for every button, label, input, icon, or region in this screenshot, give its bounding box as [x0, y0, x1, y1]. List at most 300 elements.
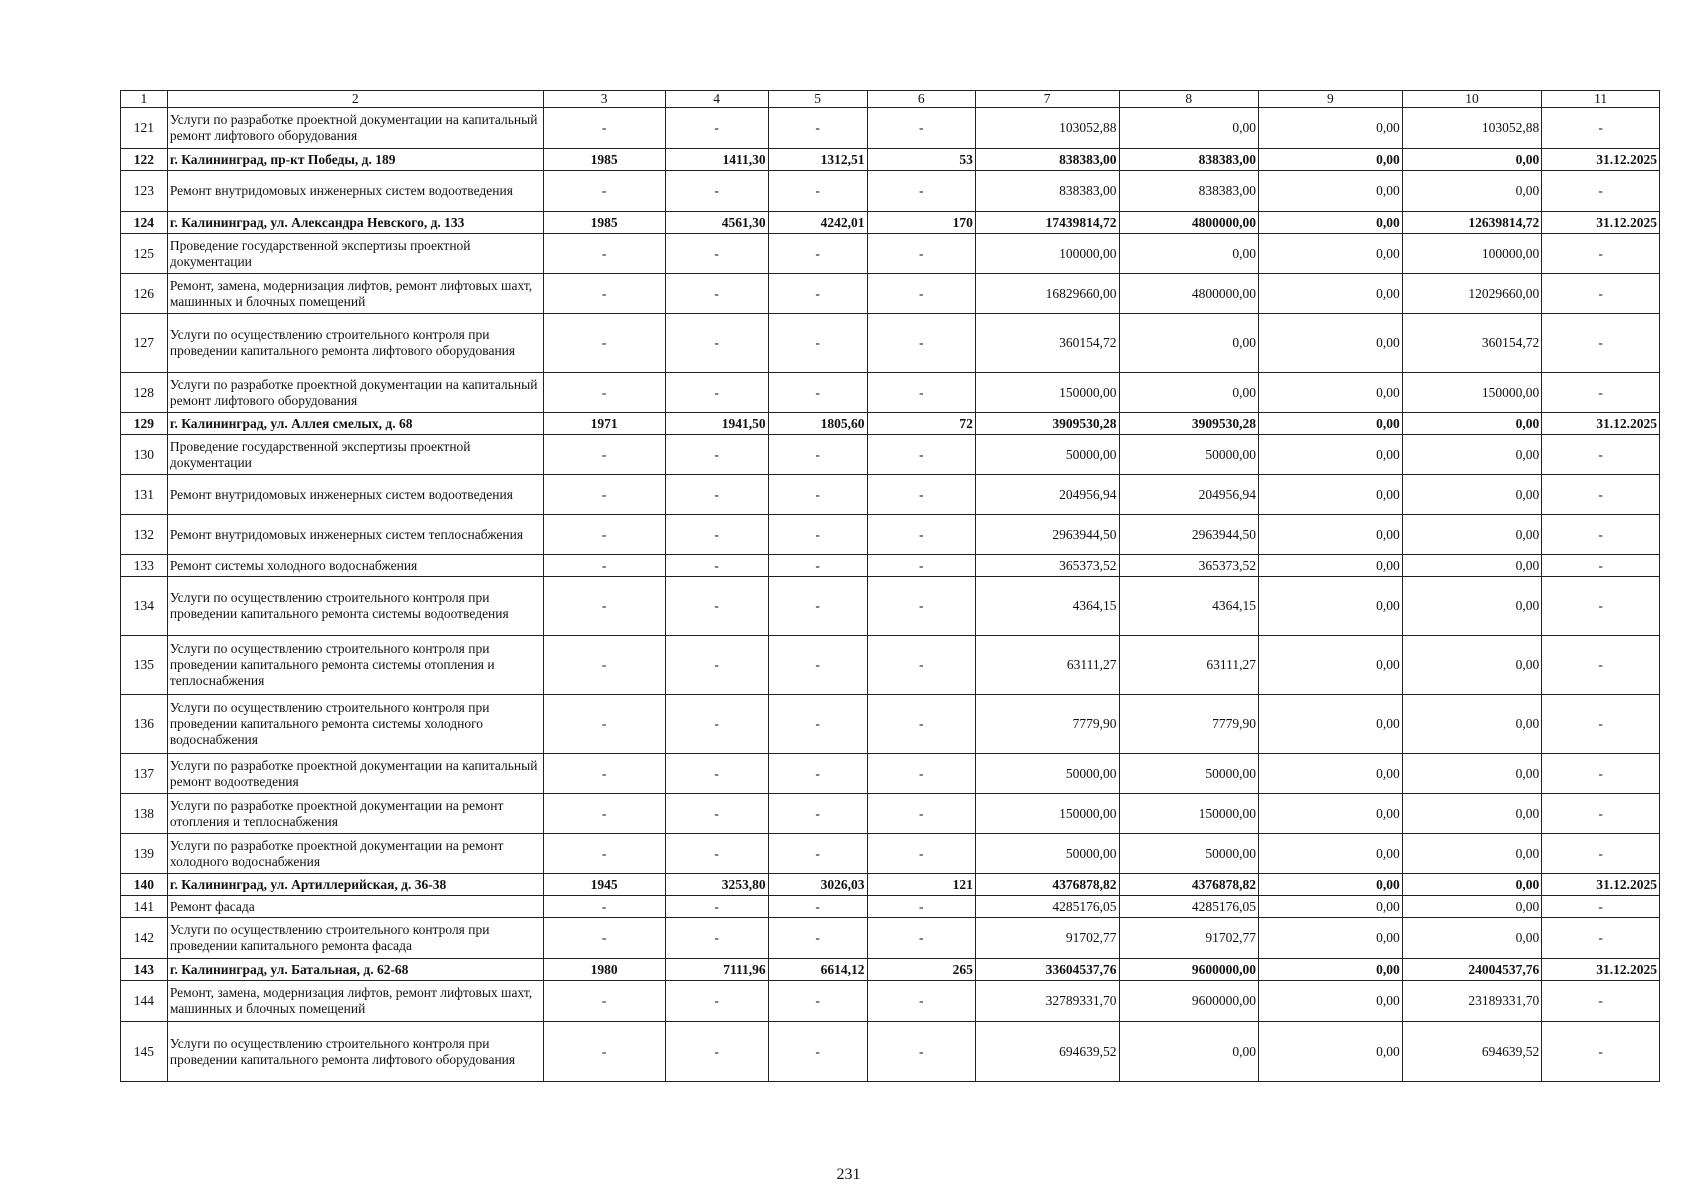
cell-col-7: 150000,00 — [975, 794, 1119, 834]
cell-col-5: 4242,01 — [768, 212, 867, 234]
cell-col-9: 0,00 — [1259, 234, 1403, 274]
cell-col-3: 1985 — [543, 212, 665, 234]
page-number: 231 — [836, 1166, 861, 1183]
row-number-cell: 130 — [121, 435, 168, 475]
cell-col-10: 24004537,76 — [1402, 959, 1542, 981]
cell-col-9: 0,00 — [1259, 636, 1403, 695]
cell-col-8: 0,00 — [1119, 1022, 1259, 1082]
cell-col-8: 0,00 — [1119, 108, 1259, 149]
work-name-cell: г. Калининград, ул. Аллея смелых, д. 68 — [167, 413, 543, 435]
cell-col-5: 1805,60 — [768, 413, 867, 435]
row-number-cell: 140 — [121, 874, 168, 896]
cell-col-11: - — [1542, 1022, 1660, 1082]
cell-col-5: 1312,51 — [768, 149, 867, 171]
work-name-cell: Услуги по осуществлению строительного контроля при проведении капитального ремонта лифтового оборудования — [167, 314, 543, 373]
cell-col-11: - — [1542, 695, 1660, 754]
column-header: 3 — [543, 91, 665, 108]
cell-col-3: - — [543, 834, 665, 874]
cell-col-3: - — [543, 918, 665, 959]
address-row — [121, 959, 1660, 981]
cell-col-9: 0,00 — [1259, 274, 1403, 314]
cell-col-11: 31.12.2025 — [1542, 149, 1660, 171]
cell-col-8: 50000,00 — [1119, 754, 1259, 794]
cell-col-4: - — [665, 515, 768, 555]
cell-col-10: 0,00 — [1402, 695, 1542, 754]
cell-col-10: 0,00 — [1402, 636, 1542, 695]
cell-col-9: 0,00 — [1259, 435, 1403, 475]
work-item-row — [121, 896, 1660, 918]
cell-col-7: 103052,88 — [975, 108, 1119, 149]
cell-col-10: 0,00 — [1402, 413, 1542, 435]
cell-col-3: - — [543, 171, 665, 212]
cell-col-6: 170 — [867, 212, 975, 234]
cell-col-5: - — [768, 171, 867, 212]
cell-col-9: 0,00 — [1259, 981, 1403, 1022]
row-number-cell: 124 — [121, 212, 168, 234]
cell-col-4: - — [665, 555, 768, 577]
cell-col-9: 0,00 — [1259, 108, 1403, 149]
cell-col-5: 3026,03 — [768, 874, 867, 896]
cell-col-7: 50000,00 — [975, 435, 1119, 475]
cell-col-7: 838383,00 — [975, 171, 1119, 212]
work-name-cell: Услуги по осуществлению строительного контроля при проведении капитального ремонта системы водоотведения — [167, 577, 543, 636]
work-name-cell: Ремонт внутридомовых инженерных систем теплоснабжения — [167, 515, 543, 555]
work-name-cell: Услуги по осуществлению строительного контроля при проведении капитального ремонта лифтового оборудования — [167, 1022, 543, 1082]
cell-col-11: - — [1542, 373, 1660, 413]
cell-col-8: 4285176,05 — [1119, 896, 1259, 918]
cell-col-9: 0,00 — [1259, 834, 1403, 874]
cell-col-7: 694639,52 — [975, 1022, 1119, 1082]
row-number-cell: 129 — [121, 413, 168, 435]
cell-col-11: - — [1542, 636, 1660, 695]
cell-col-5: - — [768, 274, 867, 314]
cell-col-5: - — [768, 234, 867, 274]
cell-col-9: 0,00 — [1259, 413, 1403, 435]
column-header: 5 — [768, 91, 867, 108]
cell-col-4: - — [665, 834, 768, 874]
work-item-row — [121, 754, 1660, 794]
work-item-row — [121, 171, 1660, 212]
cell-col-6: 265 — [867, 959, 975, 981]
cell-col-7: 4376878,82 — [975, 874, 1119, 896]
cell-col-3: - — [543, 373, 665, 413]
cell-col-6: - — [867, 373, 975, 413]
row-number-cell: 128 — [121, 373, 168, 413]
work-item-row — [121, 475, 1660, 515]
cell-col-4: - — [665, 373, 768, 413]
cell-col-7: 91702,77 — [975, 918, 1119, 959]
work-item-row — [121, 108, 1660, 149]
cell-col-5: - — [768, 1022, 867, 1082]
cell-col-5: - — [768, 577, 867, 636]
cell-col-7: 4285176,05 — [975, 896, 1119, 918]
cell-col-4: - — [665, 695, 768, 754]
cell-col-8: 4800000,00 — [1119, 274, 1259, 314]
cell-col-10: 0,00 — [1402, 918, 1542, 959]
work-name-cell: Услуги по разработке проектной документации на ремонт холодного водоснабжения — [167, 834, 543, 874]
cell-col-7: 32789331,70 — [975, 981, 1119, 1022]
row-number-cell: 122 — [121, 149, 168, 171]
cell-col-8: 838383,00 — [1119, 149, 1259, 171]
row-number-cell: 136 — [121, 695, 168, 754]
row-number-cell: 133 — [121, 555, 168, 577]
work-item-row — [121, 918, 1660, 959]
cell-col-10: 0,00 — [1402, 834, 1542, 874]
cell-col-11: - — [1542, 918, 1660, 959]
cell-col-10: 0,00 — [1402, 896, 1542, 918]
cell-col-6: - — [867, 1022, 975, 1082]
row-number-cell: 141 — [121, 896, 168, 918]
cell-col-11: - — [1542, 577, 1660, 636]
column-number-header-row — [121, 91, 1660, 108]
cell-col-5: - — [768, 918, 867, 959]
cell-col-6: - — [867, 435, 975, 475]
cell-col-3: - — [543, 981, 665, 1022]
cell-col-7: 838383,00 — [975, 149, 1119, 171]
cell-col-11: - — [1542, 274, 1660, 314]
cell-col-6: - — [867, 274, 975, 314]
work-name-cell: Услуги по разработке проектной документации на капитальный ремонт лифтового оборудования — [167, 373, 543, 413]
row-number-cell: 131 — [121, 475, 168, 515]
cell-col-6: - — [867, 475, 975, 515]
work-name-cell: г. Калининград, пр-кт Победы, д. 189 — [167, 149, 543, 171]
cell-col-10: 0,00 — [1402, 754, 1542, 794]
column-header: 7 — [975, 91, 1119, 108]
cell-col-7: 63111,27 — [975, 636, 1119, 695]
work-name-cell: Услуги по осуществлению строительного контроля при проведении капитального ремонта системы холодного водоснабжения — [167, 695, 543, 754]
column-header: 2 — [167, 91, 543, 108]
cell-col-10: 0,00 — [1402, 475, 1542, 515]
cell-col-11: - — [1542, 314, 1660, 373]
work-name-cell: Услуги по осуществлению строительного контроля при проведении капитального ремонта фасада — [167, 918, 543, 959]
cell-col-5: - — [768, 896, 867, 918]
row-number-cell: 137 — [121, 754, 168, 794]
row-number-cell: 134 — [121, 577, 168, 636]
cell-col-10: 12639814,72 — [1402, 212, 1542, 234]
cell-col-9: 0,00 — [1259, 555, 1403, 577]
cell-col-5: - — [768, 475, 867, 515]
cell-col-7: 4364,15 — [975, 577, 1119, 636]
cell-col-11: - — [1542, 234, 1660, 274]
cell-col-9: 0,00 — [1259, 874, 1403, 896]
cell-col-11: - — [1542, 475, 1660, 515]
cell-col-10: 360154,72 — [1402, 314, 1542, 373]
cell-col-3: - — [543, 515, 665, 555]
cell-col-10: 103052,88 — [1402, 108, 1542, 149]
cell-col-4: 4561,30 — [665, 212, 768, 234]
table-body — [121, 108, 1660, 1082]
cell-col-3: - — [543, 754, 665, 794]
cell-col-3: - — [543, 435, 665, 475]
cell-col-9: 0,00 — [1259, 754, 1403, 794]
cell-col-3: - — [543, 577, 665, 636]
cell-col-9: 0,00 — [1259, 695, 1403, 754]
cell-col-11: 31.12.2025 — [1542, 959, 1660, 981]
cell-col-9: 0,00 — [1259, 577, 1403, 636]
cell-col-7: 2963944,50 — [975, 515, 1119, 555]
cell-col-9: 0,00 — [1259, 918, 1403, 959]
cell-col-3: - — [543, 896, 665, 918]
cell-col-8: 4364,15 — [1119, 577, 1259, 636]
row-number-cell: 143 — [121, 959, 168, 981]
cell-col-3: 1980 — [543, 959, 665, 981]
cell-col-8: 50000,00 — [1119, 435, 1259, 475]
cell-col-8: 365373,52 — [1119, 555, 1259, 577]
cell-col-10: 0,00 — [1402, 555, 1542, 577]
cell-col-4: - — [665, 754, 768, 794]
row-number-cell: 142 — [121, 918, 168, 959]
cell-col-7: 50000,00 — [975, 834, 1119, 874]
work-name-cell: Ремонт внутридомовых инженерных систем водоотведения — [167, 475, 543, 515]
cell-col-6: 53 — [867, 149, 975, 171]
cell-col-5: - — [768, 695, 867, 754]
work-name-cell: Ремонт, замена, модернизация лифтов, ремонт лифтовых шахт, машинных и блочных помещений — [167, 274, 543, 314]
cell-col-10: 23189331,70 — [1402, 981, 1542, 1022]
cell-col-9: 0,00 — [1259, 149, 1403, 171]
cell-col-10: 0,00 — [1402, 794, 1542, 834]
address-row — [121, 212, 1660, 234]
cell-col-11: - — [1542, 834, 1660, 874]
cell-col-11: 31.12.2025 — [1542, 413, 1660, 435]
cell-col-6: - — [867, 171, 975, 212]
cell-col-6: 121 — [867, 874, 975, 896]
cell-col-8: 3909530,28 — [1119, 413, 1259, 435]
cell-col-4: - — [665, 314, 768, 373]
cell-col-11: - — [1542, 435, 1660, 475]
cell-col-4: 1411,30 — [665, 149, 768, 171]
cell-col-4: 1941,50 — [665, 413, 768, 435]
work-item-row — [121, 981, 1660, 1022]
cell-col-4: - — [665, 918, 768, 959]
row-number-cell: 126 — [121, 274, 168, 314]
cell-col-4: - — [665, 1022, 768, 1082]
row-number-cell: 145 — [121, 1022, 168, 1082]
cell-col-8: 0,00 — [1119, 234, 1259, 274]
cell-col-3: - — [543, 108, 665, 149]
cell-col-7: 3909530,28 — [975, 413, 1119, 435]
cell-col-6: - — [867, 981, 975, 1022]
cell-col-8: 50000,00 — [1119, 834, 1259, 874]
cell-col-8: 0,00 — [1119, 314, 1259, 373]
cell-col-8: 9600000,00 — [1119, 959, 1259, 981]
row-number-cell: 132 — [121, 515, 168, 555]
cell-col-9: 0,00 — [1259, 1022, 1403, 1082]
cell-col-6: - — [867, 794, 975, 834]
cell-col-7: 17439814,72 — [975, 212, 1119, 234]
column-header: 4 — [665, 91, 768, 108]
cell-col-5: - — [768, 981, 867, 1022]
cell-col-4: - — [665, 794, 768, 834]
cell-col-3: - — [543, 234, 665, 274]
cell-col-8: 150000,00 — [1119, 794, 1259, 834]
cell-col-3: - — [543, 555, 665, 577]
row-number-cell: 123 — [121, 171, 168, 212]
work-name-cell: Ремонт фасада — [167, 896, 543, 918]
cell-col-10: 0,00 — [1402, 515, 1542, 555]
cell-col-3: - — [543, 274, 665, 314]
cell-col-8: 4800000,00 — [1119, 212, 1259, 234]
cell-col-3: - — [543, 1022, 665, 1082]
cell-col-6: - — [867, 754, 975, 794]
work-name-cell: г. Калининград, ул. Батальная, д. 62-68 — [167, 959, 543, 981]
cell-col-4: - — [665, 234, 768, 274]
cell-col-4: - — [665, 896, 768, 918]
cell-col-3: - — [543, 314, 665, 373]
cell-col-5: - — [768, 636, 867, 695]
cell-col-3: 1945 — [543, 874, 665, 896]
cell-col-6: - — [867, 314, 975, 373]
cell-col-5: - — [768, 373, 867, 413]
cell-col-3: 1985 — [543, 149, 665, 171]
work-item-row — [121, 515, 1660, 555]
cell-col-10: 0,00 — [1402, 874, 1542, 896]
column-header: 11 — [1542, 91, 1660, 108]
cell-col-5: - — [768, 515, 867, 555]
cell-col-7: 365373,52 — [975, 555, 1119, 577]
cell-col-8: 0,00 — [1119, 373, 1259, 413]
cell-col-5: - — [768, 834, 867, 874]
cell-col-10: 12029660,00 — [1402, 274, 1542, 314]
cell-col-6: - — [867, 896, 975, 918]
column-header: 6 — [867, 91, 975, 108]
work-item-row — [121, 695, 1660, 754]
cell-col-8: 204956,94 — [1119, 475, 1259, 515]
address-row — [121, 413, 1660, 435]
cell-col-8: 63111,27 — [1119, 636, 1259, 695]
cell-col-5: - — [768, 794, 867, 834]
cell-col-5: - — [768, 314, 867, 373]
cell-col-6: - — [867, 695, 975, 754]
cell-col-10: 0,00 — [1402, 577, 1542, 636]
work-name-cell: Ремонт системы холодного водоснабжения — [167, 555, 543, 577]
cell-col-4: - — [665, 577, 768, 636]
cell-col-6: - — [867, 834, 975, 874]
cell-col-6: - — [867, 636, 975, 695]
capital-repair-table — [120, 90, 1660, 1082]
cell-col-9: 0,00 — [1259, 515, 1403, 555]
cell-col-10: 100000,00 — [1402, 234, 1542, 274]
work-name-cell: Услуги по разработке проектной документации на капитальный ремонт водоотведения — [167, 754, 543, 794]
cell-col-4: - — [665, 636, 768, 695]
cell-col-7: 33604537,76 — [975, 959, 1119, 981]
cell-col-6: - — [867, 555, 975, 577]
cell-col-4: - — [665, 981, 768, 1022]
cell-col-6: 72 — [867, 413, 975, 435]
cell-col-9: 0,00 — [1259, 212, 1403, 234]
column-header: 9 — [1259, 91, 1403, 108]
cell-col-6: - — [867, 577, 975, 636]
cell-col-5: - — [768, 435, 867, 475]
address-row — [121, 149, 1660, 171]
cell-col-10: 0,00 — [1402, 149, 1542, 171]
cell-col-9: 0,00 — [1259, 475, 1403, 515]
work-name-cell: Ремонт внутридомовых инженерных систем водоотведения — [167, 171, 543, 212]
work-name-cell: Ремонт, замена, модернизация лифтов, ремонт лифтовых шахт, машинных и блочных помещений — [167, 981, 543, 1022]
work-item-row — [121, 794, 1660, 834]
cell-col-4: - — [665, 274, 768, 314]
cell-col-7: 204956,94 — [975, 475, 1119, 515]
cell-col-5: - — [768, 754, 867, 794]
work-item-row — [121, 314, 1660, 373]
cell-col-9: 0,00 — [1259, 171, 1403, 212]
work-item-row — [121, 555, 1660, 577]
cell-col-4: 3253,80 — [665, 874, 768, 896]
cell-col-10: 150000,00 — [1402, 373, 1542, 413]
cell-col-8: 9600000,00 — [1119, 981, 1259, 1022]
cell-col-6: - — [867, 918, 975, 959]
cell-col-4: - — [665, 435, 768, 475]
cell-col-10: 0,00 — [1402, 171, 1542, 212]
work-item-row — [121, 636, 1660, 695]
cell-col-11: - — [1542, 896, 1660, 918]
cell-col-4: - — [665, 171, 768, 212]
work-item-row — [121, 834, 1660, 874]
cell-col-5: 6614,12 — [768, 959, 867, 981]
work-name-cell: г. Калининград, ул. Артиллерийская, д. 36-38 — [167, 874, 543, 896]
column-header: 1 — [121, 91, 168, 108]
cell-col-4: - — [665, 108, 768, 149]
work-name-cell: Проведение государственной экспертизы проектной документации — [167, 234, 543, 274]
cell-col-6: - — [867, 234, 975, 274]
row-number-cell: 127 — [121, 314, 168, 373]
cell-col-9: 0,00 — [1259, 896, 1403, 918]
cell-col-7: 150000,00 — [975, 373, 1119, 413]
cell-col-11: 31.12.2025 — [1542, 874, 1660, 896]
cell-col-10: 694639,52 — [1402, 1022, 1542, 1082]
cell-col-8: 2963944,50 — [1119, 515, 1259, 555]
cell-col-11: - — [1542, 108, 1660, 149]
cell-col-8: 7779,90 — [1119, 695, 1259, 754]
cell-col-7: 100000,00 — [975, 234, 1119, 274]
cell-col-6: - — [867, 108, 975, 149]
cell-col-3: - — [543, 695, 665, 754]
cell-col-11: - — [1542, 754, 1660, 794]
column-header: 10 — [1402, 91, 1542, 108]
work-name-cell: Услуги по разработке проектной документации на капитальный ремонт лифтового оборудования — [167, 108, 543, 149]
work-item-row — [121, 1022, 1660, 1082]
cell-col-7: 16829660,00 — [975, 274, 1119, 314]
address-row — [121, 874, 1660, 896]
row-number-cell: 139 — [121, 834, 168, 874]
cell-col-6: - — [867, 515, 975, 555]
cell-col-11: 31.12.2025 — [1542, 212, 1660, 234]
row-number-cell: 138 — [121, 794, 168, 834]
cell-col-4: 7111,96 — [665, 959, 768, 981]
row-number-cell: 125 — [121, 234, 168, 274]
cell-col-11: - — [1542, 794, 1660, 834]
cell-col-5: - — [768, 555, 867, 577]
work-item-row — [121, 577, 1660, 636]
work-name-cell: Услуги по разработке проектной документации на ремонт отопления и теплоснабжения — [167, 794, 543, 834]
work-item-row — [121, 435, 1660, 475]
cell-col-11: - — [1542, 555, 1660, 577]
work-name-cell: Проведение государственной экспертизы проектной документации — [167, 435, 543, 475]
cell-col-7: 360154,72 — [975, 314, 1119, 373]
column-header: 8 — [1119, 91, 1259, 108]
cell-col-11: - — [1542, 171, 1660, 212]
cell-col-3: - — [543, 636, 665, 695]
cell-col-11: - — [1542, 981, 1660, 1022]
cell-col-9: 0,00 — [1259, 314, 1403, 373]
row-number-cell: 135 — [121, 636, 168, 695]
cell-col-10: 0,00 — [1402, 435, 1542, 475]
cell-col-3: - — [543, 475, 665, 515]
work-name-cell: г. Калининград, ул. Александра Невского, д. 133 — [167, 212, 543, 234]
cell-col-9: 0,00 — [1259, 373, 1403, 413]
work-item-row — [121, 373, 1660, 413]
cell-col-4: - — [665, 475, 768, 515]
row-number-cell: 121 — [121, 108, 168, 149]
